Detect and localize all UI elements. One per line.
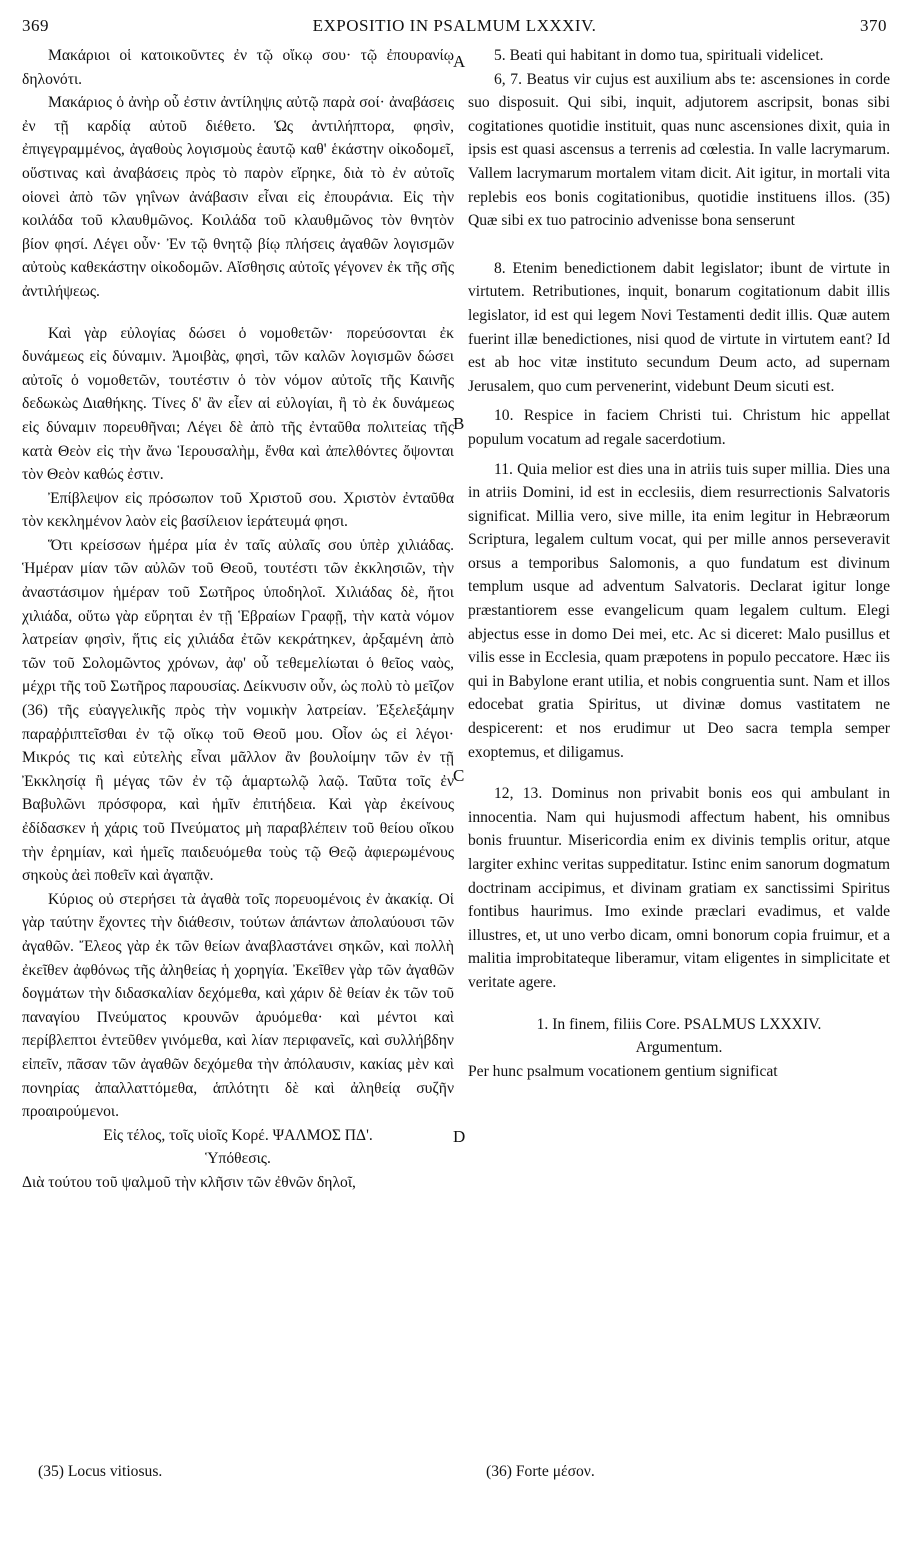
greek-paragraph-verse12-13: Κύριος οὐ στερήσει τὰ ἀγαθὰ τοῖς πορευομένοις ἐν ἀκακίᾳ. Οἱ γὰρ ταύτην ἔχοντες τὴν διάθεσιν, τούτων ἁπάντων ἀπολαύουσι τῶν ἀγαθῶν. Ἔλεος γὰρ ἐκ τῶν θείων ἀναβλαστάνει σηκῶν, καὶ πολλὴ ἐκεῖθεν ἀφθόνως τῆς ἀληθείας ἡ χορηγία. Ἐκεῖθεν γὰρ τῶν ἀγαθῶν δογμάτων τὴν διδασκαλίαν δεχόμεθα, καὶ χάριν δὲ θείαν ἐκ τῶν τοῦ παναγίου Πνεύματος κρουνῶν ἀρυόμεθα· καὶ μέντοι καὶ περίβλεπτοι ἐντεῦθεν γινόμεθα, καὶ λίαν περιφανεῖς, καὶ συλλήβδην εἰπεῖν, πᾶσαν τῶν ἀγαθῶν δεχόμεθα τὴν ἀπόλαυσιν, κακίας μὲν καὶ πονηρίας ἀπαλλαττόμεθα, ἁπλότητι δὲ καὶ ἀληθείᾳ συζῆν προαιρούμενοι. [22,890,454,1121]
latin-argument-heading: Argumentum. [635,1039,723,1057]
margin-marker-b: B [453,414,465,433]
page-header [22,8,887,38]
greek-paragraph-verse6-7: Μακάριος ὁ ἀνὴρ οὗ ἐστιν ἀντίληψις αὐτῷ παρὰ σοί· ἀναβάσεις ἐν τῇ καρδίᾳ αὐτοῦ διέθετο. Ὡς ἀντιλήπτορα, φησὶν, ἐπιγεγραμμένος, ἀγαθοὺς λογισμοὺς ἑαυτῷ καθ' ἑκάστην οἰκοδομεῖ, οὕστινας καὶ ἀναβάσεις πρὸς τὸ παρὸν εἴρηκε, διὰ τὸ ἐν αὐτοῖς οἱονεὶ ἀπὸ τῶν γηΐνων ἀνάβασιν εἶναι εἰς ἐπουράνια. Εἰς τὴν κοιλάδα τοῦ κλαυθμῶνος. Κοιλάδα τοῦ κλαυθμῶνος τὸν θνητὸν βίον φησί. Λέγει οὖν· Ἐν τῷ θνητῷ βίῳ πλήσεις ἀγαθῶν λογισμῶν αὐτοὺς καθεκάστην οἰκοδομῶν. Αἴσθησις αὐτοῖς γέγονεν ἐκ τῆς σῆς ἀντιλήψεως. [22,94,454,300]
greek-paragraph-verse8: Καὶ γὰρ εὐλογίας δώσει ὁ νομοθετῶν· πορεύσονται ἐκ δυνάμεως εἰς δύναμιν. Ἀμοιβὰς, φησὶ, τῶν καλῶν λογισμῶν δώσει αὐτοῖς ὁ νομοθετῶν, τουτέστιν ὁ τὸν νόμον αὐτοῖς τῆς Καινῆς δεδωκὼς Διαθήκης. Τίνες δ' ἂν εἶεν αἱ εὐλογίαι, ἢ τὸ ἐκ δυνάμεως εἰς δύναμιν πορευθῆναι; Λέγει δὲ ἀπὸ τῆς ἐνταῦθα πολιτείας τῆς κατὰ Θεὸν εἰς τὴν ἄνω Ἱερουσαλὴμ, ἔνθα καὶ ἀπελθόντες ὄψονται τὸν Θεὸν καθώς ἐστιν. [22,324,454,484]
greek-argument-text: Διὰ τούτου τοῦ ψαλμοῦ τὴν κλῆσιν τῶν ἐθνῶν δηλοῖ, [22,1173,356,1191]
latin-paragraph-verse6-7: 6, 7. Beatus vir cujus est auxilium abs te: ascensiones in corde suo disposuit. Qui sibi, inquit, adjutorem ascripsit, bonas sibi cogitationes quotidie instituit, quas nunc ascensiones dixit, quia in ipsis est quasi ascensus a terrenis ad cœlestia. In valle lacrymarum. Vallem lacrymarum mortalem vitam dicit. Ait igitur, in mortali vita replebis eos bonis cogitationibus, quotidie instituens illos. (35) Quæ sibi ex tuo patrocinio advenisse bona senserunt [468,70,890,230]
page-title: EXPOSITIO IN PSALMUM LXXXIV. [312,16,597,35]
page-number-right: 370 [860,16,887,35]
latin-paragraph-verse5: 5. Beati qui habitant in domo tua, spirituali videlicet. [494,47,824,64]
greek-psalm-heading: Εἰς τέλος, τοῖς υἱοῖς Κορέ. ΨΑΛΜΟΣ ΠΔ'. [103,1126,373,1144]
greek-paragraph-verse10: Ἐπίβλεψον εἰς πρόσωπον τοῦ Χριστοῦ σου. Χριστὸν ἐνταῦθα τὸν κεκλημένον λαὸν εἰς βασίλειον ἱεράτευμά φησι. [22,489,454,531]
margin-marker-c: C [453,766,465,785]
footnote-36: (36) Forte μέσον. [486,1463,595,1480]
latin-argument-text: Per hunc psalmum vocationem gentium significat [468,1062,778,1080]
latin-paragraph-verse8: 8. Etenim benedictionem dabit legislator; ibunt de virtute in virtutem. Retributiones, inquit, bonarum cogitationum dabit illis legislator, id est qui legem Novi Testamenti dedit illis. Quæ autem fuerint illæ benedictiones, nisi quod de virtute in virtutem eant? Id est ab hoc vitæ instituto secundum Deum acto, ad supernam Jerusalem, quo cum pervenerint, videbunt Deum sicuti est. [468,259,890,395]
latin-psalm-heading: 1. In finem, filiis Core. PSALMUS LXXXIV. [536,1015,822,1033]
greek-column [22,44,454,1195]
latin-paragraph-verse12-13: 12, 13. Dominus non privabit bonis eos qui ambulant in innocentia. Nam qui hujusmodi affectum habent, his omnibus bonis fruuntur. Misericordia enim ex divinis templis oritur, atque largiter exhinc veritas suppeditatur. Istinc enim sanorum dogmatum doctrinam accipimus, et divinam gratiam ex sanctissimi Spiritus fontibus haurimus. Imo exinde præclari evadimus, et valde illustres, et, ut uno verbo dicam, omni bonorum copia fruimur, et a malitia improbitateque liberamur, vitam eligentes in simplicitate et veritate agere. [468,785,890,991]
greek-paragraph-verse11: Ὅτι κρείσσων ἡμέρα μία ἐν ταῖς αὐλαῖς σου ὑπὲρ χιλιάδας. Ἡμέραν μίαν τῶν αὐλῶν τοῦ Θεοῦ, τουτέστι τῶν ἐκκλησιῶν, τὴν ἀναστάσιμον ἡμέραν τοῦ Σωτῆρος ὑποδηλοῖ. Χιλιάδας δὲ, ἤτοι χιλιάδα, οὕτω γὰρ εὕρηται ἐν τῇ Ἑβραίων Γραφῇ, τὴν κατὰ νόμον λατρείαν φησὶν, ἥτις εἰς χιλιάδα ἐτῶν κεκράτηκεν, ἀρξαμένη ἀπὸ τῶν τοῦ Σολομῶντος χρόνων, ἀφ' οὗ τεθεμελίωται ὁ θεῖος ναὸς, μέχρι τῆς τοῦ Σωτῆρος παρουσίας. Δείκνυσιν οὖν, ὡς πολὺ τὸ μεῖζον (36) τῆς εὐαγγελικῆς πρὸς τὴν νομικὴν λατρείαν. Ἐξελεξάμην παραῤῥιπτεῖσθαι ἐν τῷ οἴκῳ τοῦ Θεοῦ μου. Οἷον ὡς εἰ λέγοι· Μικρός τις καὶ εὐτελὴς εἶναι μᾶλλον ἂν βουλοίμην τῶν ἐν τῇ Ἐκκλησίᾳ ἢ μέγας τῶν ἐν τῷ ἁμαρτωλῷ λαῷ. Ταῦτα τοῖς ἐν Βαβυλῶνι πρόσφορα, καὶ ἡμῖν ἐπιτήδεια. Καὶ γὰρ ἐκείνους ἐδίδασκεν ἡ χάρις τοῦ Πνεύματος μὴ παραβλέπειν τοῦ θείου οἴκου τὴν ἐρημίαν, καὶ ἡμεῖς παιδευόμεθα τοὺς τῷ Θεῷ ἀφιερωμένους σηκοὺς ἀεὶ ποθεῖν καὶ ἀγαπᾷν. [22,536,454,885]
latin-column [468,44,890,1083]
latin-paragraph-verse10: 10. Respice in faciem Christi tui. Christum hic appellat populum vocatum ad regale sacerdotium. [468,407,890,448]
margin-marker-d: D [453,1127,466,1146]
greek-hypothesis-heading: Ὑπόθεσις. [205,1150,271,1168]
greek-paragraph-verse5: Μακάριοι οἱ κατοικοῦντες ἐν τῷ οἴκῳ σου· τῷ ἐπουρανίῳ δηλονότι. [22,47,454,88]
latin-paragraph-verse11: 11. Quia melior est dies una in atriis tuis super millia. Dies una in atriis Domini, id est in ecclesiis, diem resurrectionis Salvatoris significat. Millia vero, sive mille, ita enim legitur in Hebræorum Scriptura, legalem cultum vocat, qui per mille annos perseveravit orsus a temporibus Salomonis, a quo fundatum est divinum templum usque ad adventum Salvatoris. Declarat igitur longe præstantiorem esse evangelicum quam legalem cultum. Elegi abjectus esse in domo Dei mei, etc. Ac si diceret: Malo pusillus et vilis esse in Ecclesia, quam præpotens in populo peccatore. Hæc iis qui in Babylone erant utilia, et nobis congruentia sunt. Nam et illos edocebat gratia Spiritus, ut divinæ domus vastitatem ne despicerent: et nos erudimur ut Deo sacra templa semper exoptemus, et diligamus. [468,460,890,761]
margin-marker-a: A [453,52,466,71]
page-number-left: 369 [22,16,49,35]
footnote-35: (35) Locus vitiosus. [38,1463,163,1480]
